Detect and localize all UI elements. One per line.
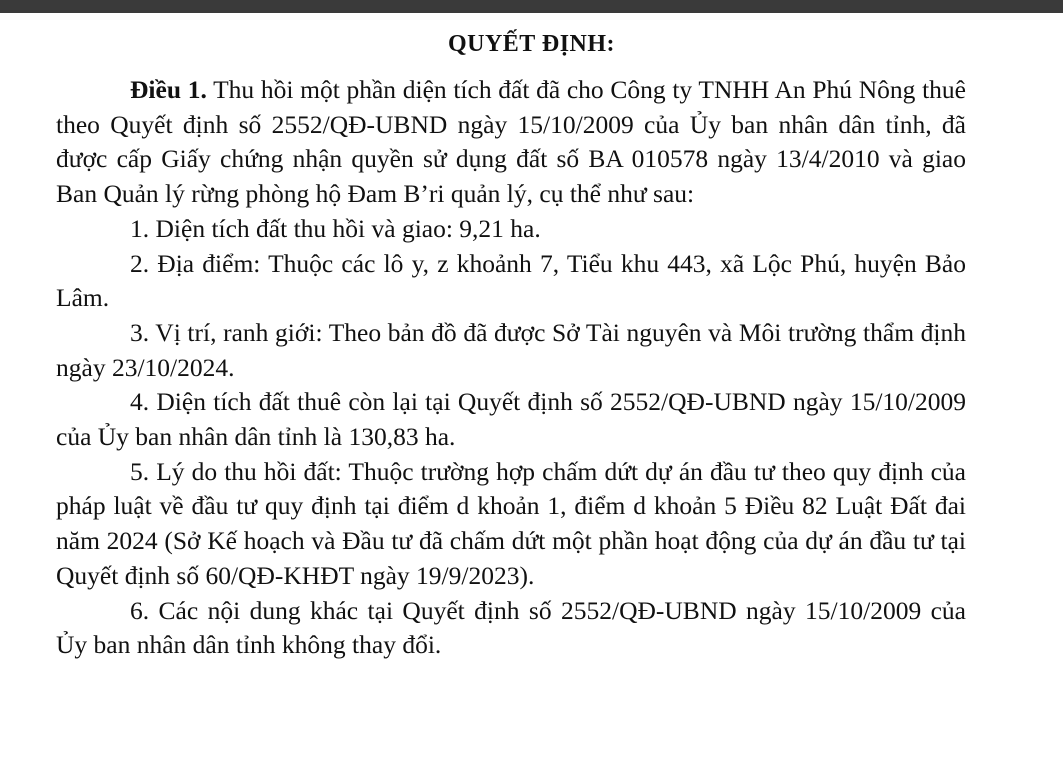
page-title: QUYẾT ĐỊNH: bbox=[447, 31, 616, 57]
list-item-2: 2. Địa điểm: Thuộc các lô y, z khoảnh 7, Tiểu khu 443, xã Lộc Phú, huyện Bảo Lâm. bbox=[56, 248, 966, 313]
document-body bbox=[56, 73, 966, 663]
article-paragraph bbox=[56, 73, 966, 212]
top-bar bbox=[0, 0, 1063, 13]
article-text: Thu hồi một phần diện tích đất đã cho Công ty TNHH An Phú Nông thuê theo Quyết định số 2552/QĐ-UBND ngày 15/10/2009 của Ủy ban nhân dân tỉnh, đã được cấp Giấy chứng nhận quyền sử dụng đất số BA 010578 ngày 13/4/2010 và giao Ban Quản lý rừng phòng hộ Đam B’ri quản lý, cụ thể như sau: bbox=[56, 75, 966, 209]
list-item-1: 1. Diện tích đất thu hồi và giao: 9,21 ha. bbox=[130, 213, 541, 243]
list-item-4: 4. Diện tích đất thuê còn lại tại Quyết định số 2552/QĐ-UBND ngày 15/10/2009 của Ủy ban nhân dân tỉnh là 130,83 ha. bbox=[56, 387, 966, 452]
list-item-3: 3. Vị trí, ranh giới: Theo bản đồ đã được Sở Tài nguyên và Môi trường thẩm định ngày 23/10/2024. bbox=[56, 317, 966, 382]
document-page bbox=[0, 13, 1063, 767]
list-item-5: 5. Lý do thu hồi đất: Thuộc trường hợp chấm dứt dự án đầu tư theo quy định của pháp luật về đầu tư quy định tại điểm d khoản 1, điểm d khoản 5 Điều 82 Luật Đất đai năm 2024 (Sở Kế hoạch và Đầu tư đã chấm dứt một phần hoạt động của dự án đầu tư tại Quyết định số 60/QĐ-KHĐT ngày 19/9/2023). bbox=[56, 456, 966, 590]
article-label: Điều 1. bbox=[130, 75, 207, 104]
list-item-6: 6. Các nội dung khác tại Quyết định số 2552/QĐ-UBND ngày 15/10/2009 của Ủy ban nhân dân tỉnh không thay đổi. bbox=[56, 595, 966, 660]
